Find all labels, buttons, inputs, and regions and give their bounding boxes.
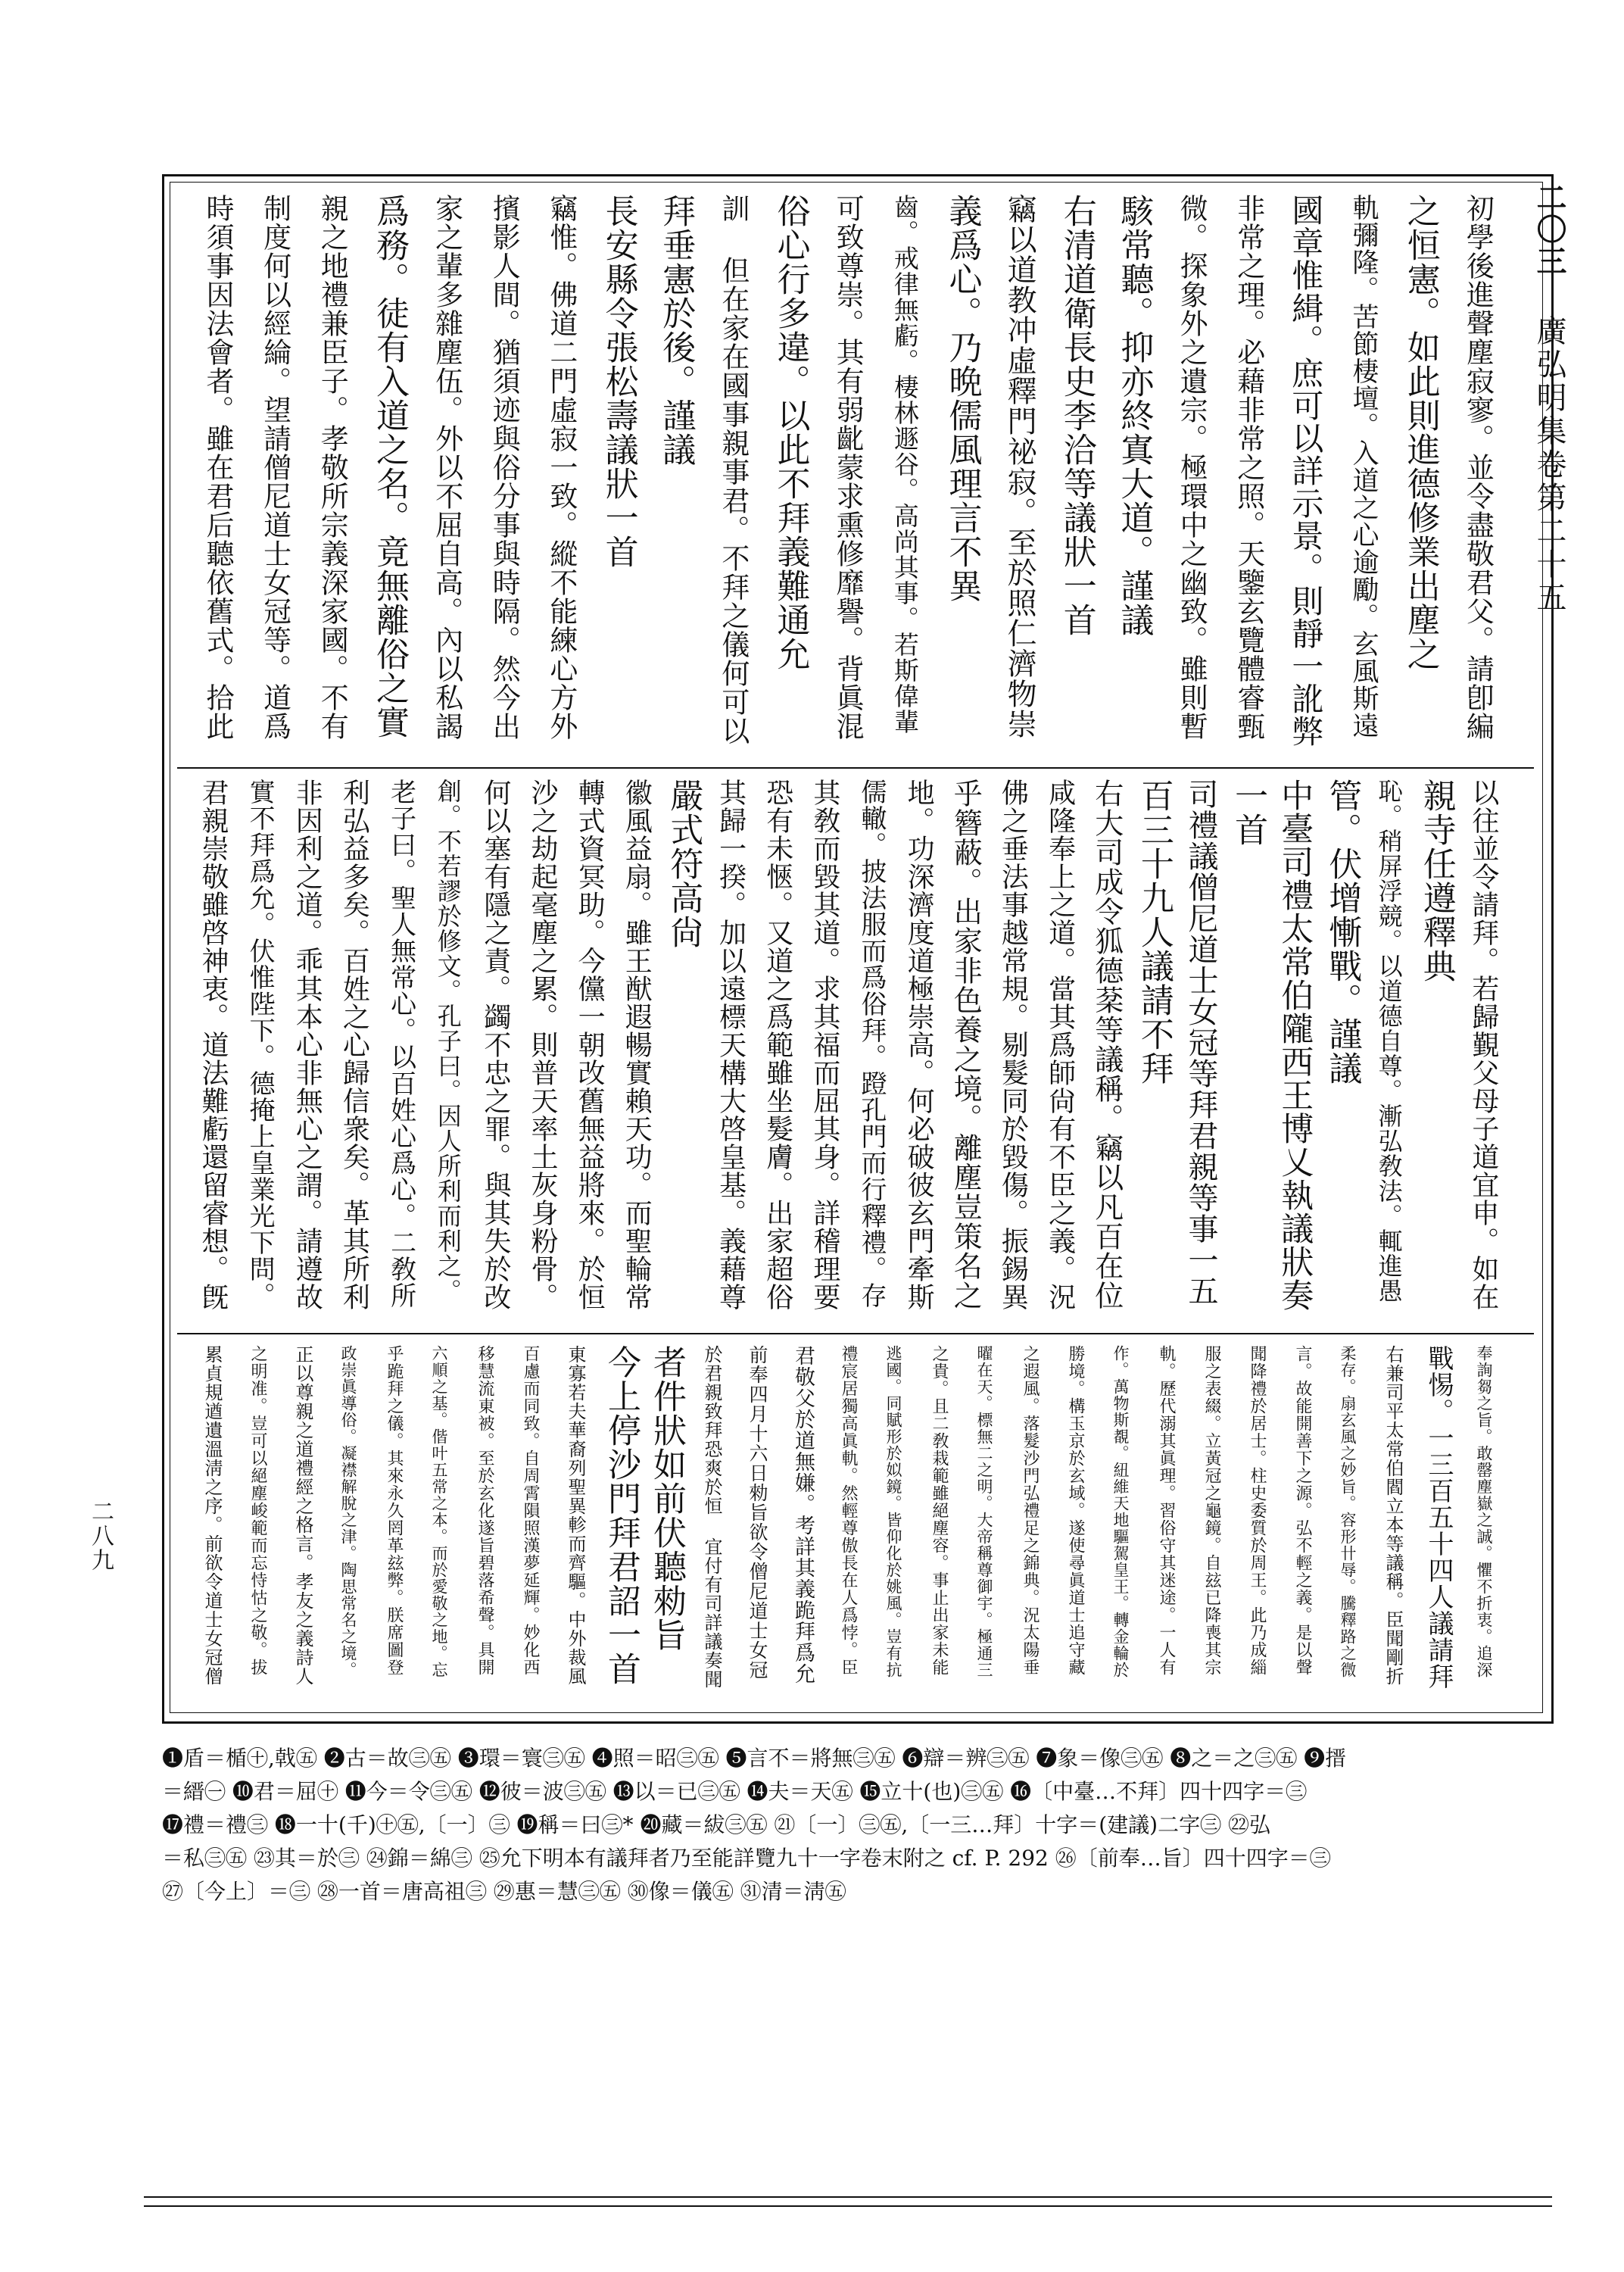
text-column: 曜在天。標無二之明。大帝稱尊御宇。極通三 <box>975 1345 993 1678</box>
text-column: 訓 但在家在國事親事君。不拜之儀何可以 <box>716 194 750 745</box>
text-column: 齒。戒律無虧。棲林遯谷。高尚其事。若斯偉輩 <box>890 194 920 735</box>
text-column: 親寺任遵釋典 <box>1417 779 1456 983</box>
text-column: 前奉四月十六日勑旨欲令僧尼道士女冠 <box>747 1345 768 1680</box>
text-column: 徽風益扇。雖王猷遐暢實賴天功。而聖輪常 <box>621 779 653 1311</box>
book-title: 廣弘明集卷第二十五 <box>1532 314 1566 615</box>
text-column: 俗心行多違。以此不拜義難通允 <box>771 194 810 671</box>
text-column: 初學後進聲塵寂寥。並令盡敬君父。請卽編 <box>1461 194 1495 741</box>
text-column: 利弘益多矣。百姓之心歸信衆矣。革其所利 <box>338 779 370 1311</box>
text-column: 移慧流東被。至於玄化遂旨碧落希聲。具開 <box>475 1345 494 1676</box>
text-column: 百三十九人議請不拜 <box>1134 779 1174 1085</box>
text-column: 其歸一揆。加以遠標天構大啓皇基。義藉尊 <box>715 779 747 1311</box>
footnote-line: ㉗〔今上〕＝㊂ ㉘一首＝唐高祖㊂ ㉙惠＝慧㊂㊄ ㉚像＝儀㊄ ㉛清＝淸㊄ <box>162 1879 846 1904</box>
text-column: 勝境。構玉京於玄域。遂使尋眞道士追守藏 <box>1066 1345 1085 1676</box>
text-column: 乎跪拜之儀。其來永久罔革玆弊。朕席圖登 <box>385 1345 404 1676</box>
text-column: 實不拜爲允。伏惟陛下。德掩上皇業光下問。 <box>245 779 276 1309</box>
text-column: 轉式資冥助。今儻一朝改舊無益將來。於恒 <box>574 779 606 1311</box>
text-column: 可致尊崇。其有弱齔蒙求熏修靡譽。背眞混 <box>831 194 865 741</box>
text-column: 竊以道教冲虛釋門祕寂。至於照仁濟物崇 <box>1002 194 1037 739</box>
text-column: 何以塞有隱之責。蠲不忠之罪。與其失於改 <box>479 779 511 1311</box>
text-column: 君敬父於道無嫌。考詳其義跪拜爲允 <box>791 1345 815 1684</box>
text-column: 言。故能開善下之源。弘不輕之義。是以聲 <box>1293 1345 1312 1676</box>
footnote-line: ＝私㊂㊄ ㉓其＝於㊂ ㉔錦＝綿㊂ ㉕允下明本有議拜者乃至能詳覽九十一字卷末附之 cf. P. 292 ㉖〔前奉…旨〕四十四字＝㊂ <box>162 1846 1331 1871</box>
text-column: 禮宸居獨高眞軌。然輕尊傲長在人爲悖。臣 <box>839 1345 858 1676</box>
text-column: 之遐風。落髮沙門弘禮足之錦典。況太陽垂 <box>1021 1345 1040 1676</box>
text-column: 國章惟緝。庶可以詳示景。則靜一訛弊 <box>1287 194 1325 747</box>
text-column: 服之表綴。立黃冠之龜鏡。自玆已降喪其宗 <box>1202 1345 1221 1676</box>
text-column: 竊惟。佛道二門虛寂一致。縱不能練心方外 <box>544 194 578 741</box>
footnotes <box>162 1742 1549 1954</box>
text-column: 百慮而同致。自周霄隕照漢夢延輝。妙化西 <box>521 1345 540 1676</box>
text-column: 軌。歷代溺其眞理。習俗守其迷途。一人有 <box>1157 1345 1176 1676</box>
text-column: 爲務。徒有入道之名。竟無離俗之實 <box>369 194 409 739</box>
text-column: 恥。稍屏浮競。以道德自尊。漸弘敎法。輒進愚 <box>1374 779 1404 1303</box>
text-column: 嚴式符高尙 <box>664 779 703 949</box>
page-header <box>1528 182 1571 615</box>
text-column: 軌彌隆。苦節棲壇。入道之心逾勵。玄風斯遠 <box>1348 194 1379 739</box>
text-column: 之恒憲。如此則進德修業出塵之 <box>1401 194 1440 671</box>
text-column: 一首 <box>1229 779 1268 847</box>
text-column: 時須事因法會者。雖在君后聽依舊式。拾此 <box>201 194 234 741</box>
text-column: 駭常聽。抑亦終寘大道。謹議 <box>1114 194 1154 637</box>
text-column: 義爲心。乃晩儒風理言不異 <box>943 194 982 603</box>
text-column: 地。功深濟度道極崇高。何必破彼玄門牽斯 <box>903 779 935 1311</box>
text-column: 管。伏增慚戰。謹議 <box>1323 779 1362 1085</box>
text-column: 聞降禮於居士。柱史委質於周王。此乃成緇 <box>1248 1345 1267 1676</box>
text-column: 之貴。且二敎栽範雖絕塵容。事止出家未能 <box>930 1345 949 1676</box>
page-number: 二〇三 <box>1532 182 1567 277</box>
text-column: 六順之基。偕叶五常之本。而於愛敬之地。忘 <box>430 1345 448 1678</box>
text-column: 政崇眞導俗。凝襟解脫之津。陶思常名之境。 <box>339 1345 357 1678</box>
text-column: 創。不若謬於修文。孔子曰。因人所利而利之。 <box>433 779 463 1303</box>
page-folio: 二八九 <box>87 1500 114 1572</box>
text-column: 恐有未愜。又道之爲範雖坐髮膚。出家超俗 <box>762 779 793 1311</box>
text-column: 作。萬物斯覩。紐維天地驅駕皇王。轉金輪於 <box>1111 1345 1130 1678</box>
text-column: 非因利之道。乖其本心非無心之謂。請遵故 <box>291 779 323 1311</box>
text-column: 儒轍。披法服而爲俗拜。蹬孔門而行釋禮。存 <box>856 779 887 1309</box>
text-column: 於君親致拜恐爽於恒 宜付有司詳議奏聞 <box>701 1345 722 1689</box>
text-column: 今上停沙門拜君詔一首 <box>602 1345 641 1686</box>
text-column: 之明准。豈可以絕塵峻範而忘恃怙之敬。拔 <box>248 1345 267 1676</box>
text-column: 親之地禮兼臣子。孝敬所宗義深家國。不有 <box>316 194 349 741</box>
text-column: 右兼司平太常伯閻立本等議稱。臣聞剛折 <box>1382 1345 1404 1686</box>
footnote-line: ❶盾＝楯㊉,戟㊄ ❷古＝故㊂㊄ ❸環＝寰㊂㊄ ❹照＝昭㊂㊄ ❺言不＝將無㊂㊄ ❻辯＝辨㊂㊄ ❼象＝像㊂㊄ ❽之＝之㊂㊄ ❾搢 <box>162 1746 1347 1771</box>
text-column: 東寡若夫華裔列聖異軫而齊驅。中外裁風 <box>565 1345 586 1686</box>
text-column: 以往並令請拜。若歸覲父母子道宜申。如在 <box>1467 779 1499 1311</box>
text-column: 奉詢芻之旨。敢罄塵嶽之誠。懼不折衷。追深 <box>1475 1345 1493 1678</box>
bottom-rule <box>144 2205 1552 2207</box>
text-column: 制度何以經綸。望請僧尼道士女冠等。道爲 <box>258 194 291 741</box>
text-column: 咸隆奉上之道。當其爲師尙有不臣之義。況 <box>1044 779 1076 1311</box>
text-column: 老子曰。聖人無常心。以百姓心爲心。二敎所 <box>385 779 416 1309</box>
bottom-rule <box>144 2196 1552 2198</box>
text-column: 君親崇敬雖啓神衷。道法難虧還留睿想。旣 <box>198 779 229 1311</box>
text-column: 者件狀如前伏聽勑旨 <box>647 1345 686 1652</box>
text-column: 非常之理。必藉非常之照。天鑒玄覽體睿甄 <box>1232 194 1265 741</box>
text-column: 逃國。同賦形於姒鏡。皆仰化於姚風。豈有抗 <box>884 1345 902 1678</box>
footnote-line: ＝縉㊀ ❿君＝屈㊉ ⓫今＝令㊂㊄ ⓬彼＝波㊂㊄ ⓭以＝已㊂㊄ ⓮夫＝天㊄ ⓯立十(也)㊂㊄ ⓰〔中臺…不拜〕四十四字＝㊂ <box>162 1779 1308 1804</box>
text-column: 乎簪蔽。出家非色養之境。離塵豈策名之 <box>949 779 983 1310</box>
text-column: 家之輩多雜塵伍。外以不屈自高。內以私謁 <box>430 194 463 741</box>
text-column: 中臺司禮太常伯隴西王博乂執議狀奏 <box>1276 779 1314 1312</box>
text-column: 戰惕。一三百五十四人議請拜 <box>1423 1345 1454 1690</box>
text-column: 佛之垂法事越常規。剔髮同於毀傷。振錫異 <box>997 779 1029 1311</box>
text-column: 右大司成令狐德棻等議稱。竊以凡百在位 <box>1089 779 1124 1310</box>
text-column: 正以尊親之道禮經之格言。孝友之義詩人 <box>292 1345 313 1686</box>
text-column: 累貞規遒遺溫淸之序。前欲令道士女冠僧 <box>201 1345 223 1686</box>
text-column: 右清道衛長史李洽等議狀一首 <box>1057 194 1096 637</box>
text-column: 柔存。扇玄風之妙旨。容形卄辱。騰釋路之微 <box>1339 1345 1357 1678</box>
text-column: 拜垂憲於後。謹議 <box>656 194 696 467</box>
text-column: 司禮議僧尼道士女冠等拜君親等事一五 <box>1183 779 1218 1306</box>
text-column: 其敎而毀其道。求其福而屈其身。詳稽理要 <box>809 779 840 1311</box>
text-column: 長安縣令張松壽議狀一首 <box>599 194 638 569</box>
text-column: 微。探象外之遺宗。極環中之幽致。雖則暫 <box>1175 194 1208 741</box>
text-column: 沙之劫起毫塵之累。則普天率土灰身粉骨。 <box>527 779 558 1311</box>
text-column: 擯影人間。猶須迹與俗分事與時隔。然今出 <box>488 194 521 741</box>
footnote-line: ⓱禮＝禮㊂ ⓲一十(千)㊉㊄,〔一〕㊂ ⓳稱＝曰㊂* ⓴藏＝紱㊂㊄ ㉑〔一〕㊂㊄,〔一三…拜〕十字＝(建議)二字㊂ ㉒弘 <box>162 1812 1271 1837</box>
